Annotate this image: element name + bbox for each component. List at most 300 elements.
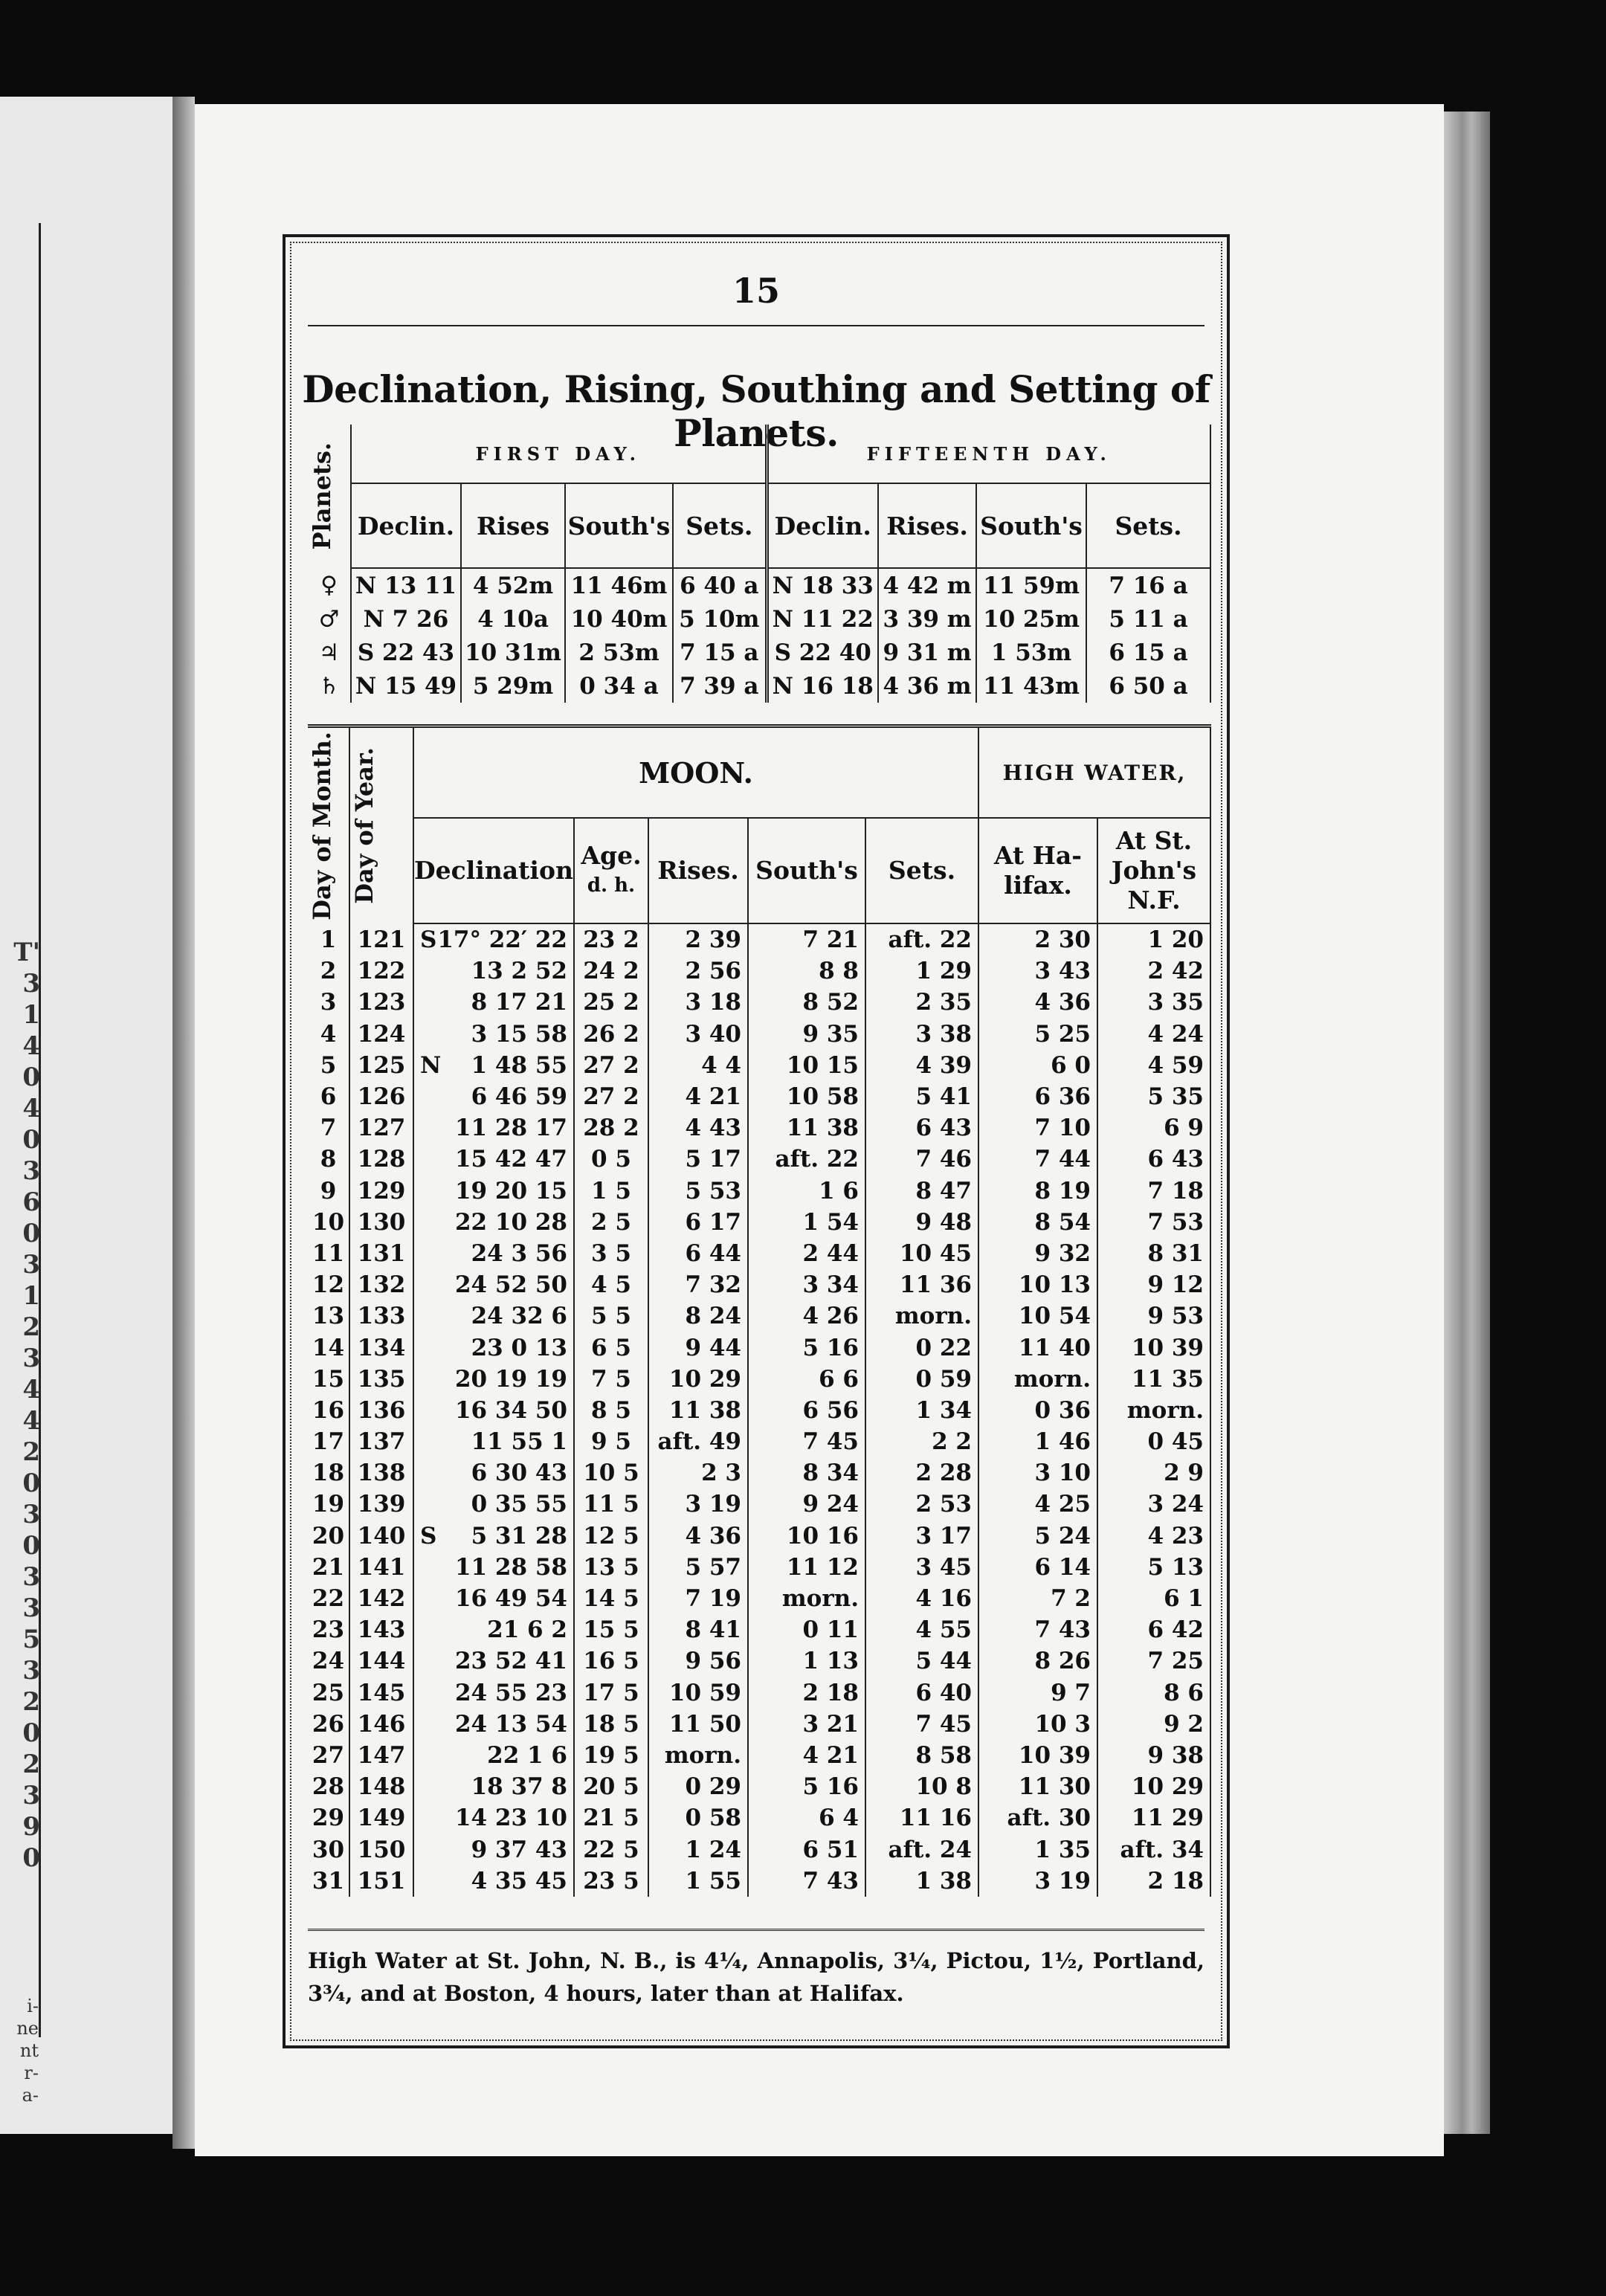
moon-cell: 4 16 [865,1583,978,1614]
moon-cell: 10 5 [574,1457,648,1489]
moon-cell: 5 24 [978,1521,1097,1552]
moon-cell: 3 10 [978,1457,1097,1489]
moon-cell: 2 2 [865,1426,978,1457]
moon-cell: 9 35 [748,1019,865,1050]
moon-row [308,1300,1210,1332]
moon-cell: aft. 22 [865,923,978,955]
moon-cell: 9 37 43 [436,1834,574,1865]
moon-cell: 4 43 [648,1112,748,1144]
moon-cell: 122 [349,955,413,987]
moon-cell: 6 46 59 [436,1081,574,1112]
moon-cell: 10 45 [865,1238,978,1269]
moon-cell: 26 2 [574,1019,648,1050]
moon-cell: 145 [349,1677,413,1709]
left-page-char: 3 [22,1593,40,1623]
moon-cell: 0 36 [978,1395,1097,1426]
moon-cell: 17 [308,1426,349,1457]
moon-cell: 3 45 [865,1552,978,1583]
col-age: Age. d. h. [574,818,648,923]
planet-cell: 0 34 a [565,669,673,703]
moon-cell: 18 37 8 [436,1771,574,1802]
planet-cell: 1 53m [976,636,1086,669]
col-sets: Sets. [865,818,978,923]
moon-cell: 7 5 [574,1364,648,1395]
moon-cell [413,1238,436,1269]
moon-cell: 19 5 [574,1740,648,1771]
col-sets-1: Sets. [673,483,767,568]
planet-cell: S 22 40 [767,636,878,669]
moon-cell: 10 8 [865,1771,978,1802]
moon-cell: 0 22 [865,1332,978,1363]
moon-cell: 148 [349,1771,413,1802]
planet-row [308,669,1210,703]
moon-cell: 23 2 [574,923,648,955]
left-page-char: 0 [22,1468,40,1498]
moon-row [308,1457,1210,1489]
moon-cell: 11 28 17 [436,1112,574,1144]
moon-cell: 1 55 [648,1866,748,1897]
moon-row [308,1081,1210,1112]
moon-cell: 9 44 [648,1332,748,1363]
moon-cell: 11 12 [748,1552,865,1583]
moon-cell: 10 16 [748,1521,865,1552]
moon-cell: 9 [308,1176,349,1207]
moon-cell: 136 [349,1395,413,1426]
left-page-char: 1 [22,1000,40,1030]
moon-cell: 17° 22′ 22 [436,923,574,955]
moon-cell: 1 24 [648,1834,748,1865]
moon-cell: 15 5 [574,1614,648,1645]
moon-cell: 7 [308,1112,349,1144]
planet-cell: N 16 18 [767,669,878,703]
left-page-edge-text [6,937,40,1874]
moon-cell: 133 [349,1300,413,1332]
day-of-year-header: Day of Year. [349,726,413,924]
moon-cell: 125 [349,1050,413,1081]
moon-cell [413,987,436,1018]
moon-cell: 146 [349,1709,413,1740]
moon-cell: 20 5 [574,1771,648,1802]
moon-cell: 4 36 [978,987,1097,1018]
moon-cell: 5 44 [865,1645,978,1677]
moon-cell: 8 [308,1144,349,1175]
moon-cell: 8 52 [748,987,865,1018]
planets-table [308,425,1211,703]
planet-cell: 6 15 a [1086,636,1210,669]
left-page-char: 3 [22,1250,40,1280]
moon-cell: 24 3 56 [436,1238,574,1269]
moon-cell: 26 [308,1709,349,1740]
col-rises: Rises. [648,818,748,923]
moon-cell: 0 58 [648,1802,748,1834]
moon-cell: 139 [349,1489,413,1520]
moon-cell: aft. 30 [978,1802,1097,1834]
left-page-char: 3 [22,1656,40,1686]
moon-cell: 5 5 [574,1300,648,1332]
left-page-char: 4 [22,1031,40,1061]
moon-cell [413,1866,436,1897]
left-page-char: 0 [22,1125,40,1155]
moon-cell: 7 21 [748,923,865,955]
moon-cell: 3 [308,987,349,1018]
col-declin-15: Declin. [767,483,878,568]
planet-row [308,568,1210,602]
left-page-tail-char: nt [19,2040,39,2061]
moon-row [308,1112,1210,1144]
moon-cell: 14 [308,1332,349,1363]
moon-cell: 6 1 [1097,1583,1210,1614]
moon-cell: 3 34 [748,1269,865,1300]
planet-symbol-icon: ♂ [308,602,351,636]
moon-cell: 3 43 [978,955,1097,987]
moon-cell: 3 17 [865,1521,978,1552]
planet-cell: 5 10m [673,602,767,636]
moon-header: MOON. [413,726,978,819]
moon-cell: 129 [349,1176,413,1207]
moon-cell: 1 20 [1097,923,1210,955]
left-page-char: 3 [22,969,40,999]
planet-cell: 6 50 a [1086,669,1210,703]
moon-cell: 2 30 [978,923,1097,955]
left-page-char: 2 [22,1750,40,1779]
planet-cell: 7 16 a [1086,568,1210,602]
moon-cell: 11 40 [978,1332,1097,1363]
left-page-char: 4 [22,1094,40,1123]
moon-cell: 8 47 [865,1176,978,1207]
moon-cell: 3 35 [1097,987,1210,1018]
planet-cell: N 7 26 [351,602,461,636]
header-rule [308,325,1204,326]
moon-cell: 4 36 [648,1521,748,1552]
moon-cell: 7 45 [748,1426,865,1457]
moon-cell: 16 49 54 [436,1583,574,1614]
moon-cell: 12 5 [574,1521,648,1552]
moon-cell: 18 5 [574,1709,648,1740]
moon-cell: aft. 24 [865,1834,978,1865]
moon-cell: 24 13 54 [436,1709,574,1740]
moon-row [308,1521,1210,1552]
moon-cell: 6 [308,1081,349,1112]
moon-cell: 8 41 [648,1614,748,1645]
planet-cell: 5 29m [461,669,565,703]
moon-cell: 11 50 [648,1709,748,1740]
moon-cell: 3 38 [865,1019,978,1050]
moon-cell: 7 44 [978,1144,1097,1175]
moon-cell [413,1176,436,1207]
moon-cell: 123 [349,987,413,1018]
moon-cell: 13 [308,1300,349,1332]
moon-cell: aft. 34 [1097,1834,1210,1865]
col-halifax: At Ha-lifax. [978,818,1097,923]
moon-cell: 0 29 [648,1771,748,1802]
moon-cell: 11 36 [865,1269,978,1300]
moon-cell: 7 2 [978,1583,1097,1614]
moon-cell: 4 5 [574,1269,648,1300]
moon-cell: 1 13 [748,1645,865,1677]
moon-cell: 4 55 [865,1614,978,1645]
moon-cell: 28 [308,1771,349,1802]
moon-row [308,1176,1210,1207]
moon-cell: 4 26 [748,1300,865,1332]
moon-cell: 7 43 [978,1614,1097,1645]
moon-cell [413,1834,436,1865]
moon-cell: 7 53 [1097,1207,1210,1238]
moon-cell: 27 [308,1740,349,1771]
col-rises-15: Rises. [878,483,976,568]
moon-cell: 17 5 [574,1677,648,1709]
moon-cell: S [420,1522,437,1550]
moon-cell: 10 29 [648,1364,748,1395]
moon-cell: 1 [308,923,349,955]
moon-cell: 4 59 [1097,1050,1210,1081]
moon-cell: 15 [308,1364,349,1395]
moon-row [308,1207,1210,1238]
left-page-char: 0 [22,1843,40,1873]
moon-cell: 9 56 [648,1645,748,1677]
planets-row-header: Planets. [308,425,351,568]
moon-cell: 137 [349,1426,413,1457]
moon-cell: 11 16 [865,1802,978,1834]
moon-cell: 130 [349,1207,413,1238]
moon-cell: 147 [349,1740,413,1771]
moon-cell: 2 [308,955,349,987]
moon-cell: 5 35 [1097,1081,1210,1112]
moon-cell: 13 5 [574,1552,648,1583]
moon-cell: 11 35 [1097,1364,1210,1395]
moon-cell [413,1645,436,1677]
moon-cell: 1 29 [865,955,978,987]
moon-cell: 1 34 [865,1395,978,1426]
moon-row [308,1802,1210,1834]
moon-cell: 24 32 6 [436,1300,574,1332]
moon-row [308,955,1210,987]
moon-cell: morn. [978,1364,1097,1395]
moon-cell: 5 57 [648,1552,748,1583]
moon-cell: 3 15 58 [436,1019,574,1050]
moon-cell: 7 32 [648,1269,748,1300]
moon-cell: 8 54 [978,1207,1097,1238]
col-souths: South's [748,818,865,923]
moon-cell: 10 13 [978,1269,1097,1300]
moon-cell: 23 0 13 [436,1332,574,1363]
moon-cell: 10 39 [978,1740,1097,1771]
left-page-char: 4 [22,1406,40,1436]
moon-row [308,1238,1210,1269]
moon-cell: 9 7 [978,1677,1097,1709]
planet-cell: N 15 49 [351,669,461,703]
moon-cell [413,1489,436,1520]
moon-cell: 31 [308,1866,349,1897]
moon-cell: 7 45 [865,1709,978,1740]
moon-cell [413,1019,436,1050]
moon-cell: 9 12 [1097,1269,1210,1300]
col-rises-1: Rises [461,483,565,568]
moon-cell: 9 53 [1097,1300,1210,1332]
moon-cell: 9 24 [748,1489,865,1520]
planet-cell: 10 25m [976,602,1086,636]
moon-cell: 8 6 [1097,1677,1210,1709]
moon-cell: 11 28 58 [436,1552,574,1583]
moon-cell: 19 [308,1489,349,1520]
moon-cell [413,1364,436,1395]
moon-cell [413,1677,436,1709]
planet-symbol-icon: ♀ [308,568,351,602]
moon-cell: 1 6 [748,1176,865,1207]
moon-cell: 11 38 [648,1395,748,1426]
left-page-char: 3 [22,1500,40,1529]
moon-cell: 1 54 [748,1207,865,1238]
moon-cell: 27 2 [574,1081,648,1112]
planet-cell: 4 36 m [878,669,976,703]
planet-cell: 2 53m [565,636,673,669]
moon-row [308,1395,1210,1426]
moon-row [308,1426,1210,1457]
moon-cell: 6 36 [978,1081,1097,1112]
moon-cell: 2 28 [865,1457,978,1489]
moon-cell: 4 21 [648,1081,748,1112]
planet-cell: 4 52m [461,568,565,602]
moon-cell: 4 21 [748,1740,865,1771]
moon-cell: 19 20 15 [436,1176,574,1207]
first-day-header: FIRST DAY. [351,425,767,483]
col-sets-15: Sets. [1086,483,1210,568]
planet-cell: 4 42 m [878,568,976,602]
moon-cell: 6 0 [978,1050,1097,1081]
moon-cell: 5 13 [1097,1552,1210,1583]
left-page-char: 0 [22,1062,40,1092]
moon-cell: 11 5 [574,1489,648,1520]
moon-cell: 6 43 [1097,1144,1210,1175]
moon-cell: 12 [308,1269,349,1300]
moon-cell: 16 [308,1395,349,1426]
left-page-char: 0 [22,1531,40,1561]
moon-cell: 24 52 50 [436,1269,574,1300]
moon-cell [413,1112,436,1144]
moon-cell: 132 [349,1269,413,1300]
moon-row [308,1771,1210,1802]
moon-cell: 128 [349,1144,413,1175]
moon-cell: 0 45 [1097,1426,1210,1457]
moon-row [308,1834,1210,1865]
moon-row [308,1050,1210,1081]
moon-row [308,1583,1210,1614]
planet-cell: 7 39 a [673,669,767,703]
moon-cell: 6 42 [1097,1614,1210,1645]
moon-cell: morn. [1097,1395,1210,1426]
moon-cell: 10 54 [978,1300,1097,1332]
planet-cell: N 18 33 [767,568,878,602]
moon-cell: 23 52 41 [436,1645,574,1677]
moon-cell: 2 9 [1097,1457,1210,1489]
moon-row [308,1269,1210,1300]
left-page-tail-char: a- [22,2085,39,2106]
moon-cell: 6 17 [648,1207,748,1238]
moon-row [308,987,1210,1018]
moon-cell: 7 10 [978,1112,1097,1144]
moon-cell: 5 25 [978,1019,1097,1050]
moon-cell: 8 34 [748,1457,865,1489]
moon-cell: 134 [349,1332,413,1363]
planet-cell: 11 43m [976,669,1086,703]
moon-cell: 4 4 [648,1050,748,1081]
moon-cell: 6 43 [865,1112,978,1144]
planet-cell: 5 11 a [1086,602,1210,636]
planet-cell: 11 59m [976,568,1086,602]
moon-cell: morn. [748,1583,865,1614]
left-page-char: 3 [22,1156,40,1186]
almanac-frame [283,234,1230,2048]
moon-row [308,1489,1210,1520]
moon-cell: 20 19 19 [436,1364,574,1395]
moon-cell: 22 [308,1583,349,1614]
moon-cell: 2 44 [748,1238,865,1269]
moon-cell: 30 [308,1834,349,1865]
moon-cell [413,1614,436,1645]
moon-cell: 9 32 [978,1238,1097,1269]
moon-cell: 8 31 [1097,1238,1210,1269]
left-page-char: 9 [22,1812,40,1842]
moon-cell [413,1802,436,1834]
footnote: High Water at St. John, N. B., is 4¼, Annapolis, 3¼, Pictou, 1½, Portland, 3¾, and at Boston, 4 hours, later than at Halifax. [308,1929,1204,2010]
high-water-header: HIGH WATER, [978,726,1210,819]
moon-row [308,1645,1210,1677]
planet-cell: S 22 43 [351,636,461,669]
moon-cell [413,1144,436,1175]
planet-row [308,602,1210,636]
moon-cell: 13 2 52 [436,955,574,987]
moon-cell: 8 8 [748,955,865,987]
moon-cell: 22 10 28 [436,1207,574,1238]
moon-cell: 8 58 [865,1740,978,1771]
moon-cell: 21 [308,1552,349,1583]
moon-row [308,1866,1210,1897]
moon-cell [413,1740,436,1771]
moon-cell: 7 46 [865,1144,978,1175]
moon-cell: 7 25 [1097,1645,1210,1677]
moon-cell: 6 14 [978,1552,1097,1583]
moon-cell: 3 40 [648,1019,748,1050]
moon-cell: 11 30 [978,1771,1097,1802]
moon-cell: 11 38 [748,1112,865,1144]
page-number: 15 [732,271,780,311]
moon-row [308,1614,1210,1645]
planet-cell: 6 40 a [673,568,767,602]
moon-cell: 24 [308,1645,349,1677]
day-of-month-header: Day of Month. [308,726,349,924]
moon-cell: 2 18 [1097,1866,1210,1897]
moon-cell [413,1207,436,1238]
left-page-tail-char: r- [24,2063,39,2083]
moon-row [308,1677,1210,1709]
moon-cell: 2 53 [865,1489,978,1520]
moon-cell: 25 2 [574,987,648,1018]
moon-cell [413,1552,436,1583]
moon-cell [413,1709,436,1740]
moon-cell: 2 5 [574,1207,648,1238]
moon-cell: 24 2 [574,955,648,987]
moon-cell: 8 5 [574,1395,648,1426]
moon-row [308,1332,1210,1363]
moon-cell: 21 5 [574,1802,648,1834]
moon-row [308,1740,1210,1771]
moon-row [308,1144,1210,1175]
moon-cell: 1 38 [865,1866,978,1897]
planet-cell: 11 46m [565,568,673,602]
moon-cell: 6 30 43 [436,1457,574,1489]
planet-cell: 10 40m [565,602,673,636]
moon-cell [413,1300,436,1332]
moon-cell: 10 [308,1207,349,1238]
